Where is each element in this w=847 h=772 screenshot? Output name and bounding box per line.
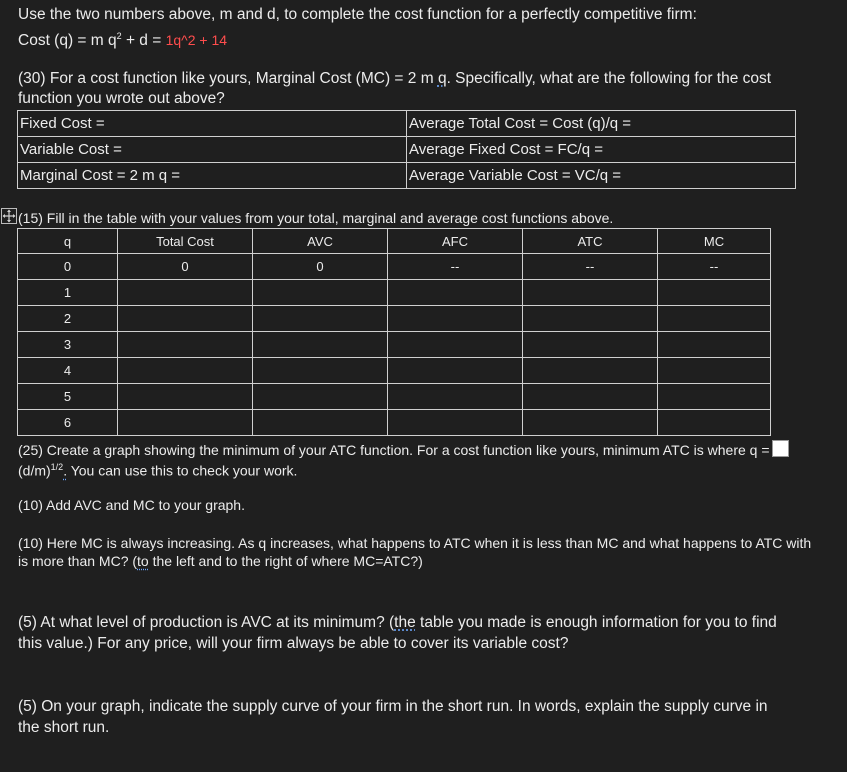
q15-title: (15) Fill in the table with your values from your total, marginal and average cost functions above.: [18, 210, 614, 226]
fixed-cost-cell[interactable]: Fixed Cost =: [18, 111, 407, 137]
cell-total-cost[interactable]: [118, 280, 253, 306]
q10b-link: to: [137, 553, 149, 569]
cell-mc[interactable]: [658, 280, 771, 306]
table-row: [18, 358, 771, 384]
q5a-prefix: (5) At what level of production is AVC at its minimum? (: [18, 614, 395, 631]
cost-function-prefix: Cost (q) = m q: [18, 32, 117, 50]
cell-q: 0: [18, 254, 118, 280]
header-q: q: [18, 229, 118, 254]
cell-total-cost[interactable]: [118, 332, 253, 358]
cell-total-cost[interactable]: [118, 306, 253, 332]
table-row: [18, 280, 771, 306]
header-total-cost: Total Cost: [118, 229, 253, 254]
cost-values-table: [17, 228, 771, 436]
q30-spell-q: q: [437, 70, 447, 87]
cell-avc[interactable]: [253, 332, 388, 358]
cost-function-line: [18, 26, 227, 51]
table-header-row: [18, 229, 771, 254]
q30-line-2: function you wrote out above?: [18, 90, 225, 107]
cell-q: 1: [18, 280, 118, 306]
table-row: [18, 384, 771, 410]
cell-afc[interactable]: [388, 384, 523, 410]
cell-atc[interactable]: [523, 358, 658, 384]
cell-avc[interactable]: [253, 280, 388, 306]
cell-q: 3: [18, 332, 118, 358]
header-afc: AFC: [388, 229, 523, 254]
q5a-line-1: [18, 613, 777, 633]
cell-total-cost[interactable]: [118, 358, 253, 384]
cell-total-cost[interactable]: [118, 410, 253, 436]
cell-avc[interactable]: [253, 306, 388, 332]
q10b-prefix: is more than MC? (: [18, 553, 138, 569]
intro-line-1: Use the two numbers above, m and d, to complete the cost function for a perfectly competitive firm:: [18, 6, 697, 23]
q25-formula: (d/m): [18, 462, 51, 479]
cost-function-mid: + d =: [121, 32, 166, 50]
q25-period: .: [63, 462, 68, 479]
cell-afc[interactable]: [388, 280, 523, 306]
cell-atc[interactable]: [523, 306, 658, 332]
q30-line-1: [18, 69, 771, 89]
table-row: [18, 111, 796, 137]
table-row: [18, 163, 796, 189]
cell-afc[interactable]: --: [388, 254, 523, 280]
cell-afc[interactable]: [388, 358, 523, 384]
cell-avc[interactable]: 0: [253, 254, 388, 280]
cell-avc[interactable]: [253, 358, 388, 384]
variable-cost-cell[interactable]: Variable Cost =: [18, 137, 407, 163]
q5a-suffix: table you made is enough information for you to find: [415, 614, 777, 631]
cell-atc[interactable]: [523, 410, 658, 436]
q25-line-2: [18, 458, 297, 480]
cell-afc[interactable]: [388, 332, 523, 358]
average-total-cost-cell[interactable]: Average Total Cost = Cost (q)/q =: [407, 111, 796, 137]
table-row: [18, 332, 771, 358]
average-variable-cost-cell[interactable]: Average Variable Cost = VC/q =: [407, 163, 796, 189]
cell-mc[interactable]: [658, 410, 771, 436]
q25-suffix: You can use this to check your work.: [67, 462, 298, 479]
cell-q: 6: [18, 410, 118, 436]
cell-mc[interactable]: [658, 332, 771, 358]
table-row: [18, 137, 796, 163]
cell-q: 4: [18, 358, 118, 384]
q25-text: (25) Create a graph showing the minimum of your ATC function. For a cost function like yours, minimum ATC is where q =: [18, 442, 770, 458]
cell-atc[interactable]: [523, 280, 658, 306]
q10a-text: (10) Add AVC and MC to your graph.: [18, 497, 245, 513]
cell-mc[interactable]: [658, 358, 771, 384]
cell-total-cost[interactable]: 0: [118, 254, 253, 280]
q5a-line-2: this value.) For any price, will your firm always be able to cover its variable cost?: [18, 635, 569, 652]
q25-exponent: 1/2: [50, 462, 64, 472]
q-answer-input[interactable]: [772, 440, 789, 457]
table-row: [18, 254, 771, 280]
cell-mc[interactable]: [658, 384, 771, 410]
q10b-suffix: the left and to the right of where MC=ATC?): [148, 553, 423, 569]
cell-total-cost[interactable]: [118, 384, 253, 410]
cell-mc[interactable]: [658, 306, 771, 332]
table-row: [18, 410, 771, 436]
q10b-line-1: (10) Here MC is always increasing. As q increases, what happens to ATC when it is less than MC and what happens to ATC with: [18, 535, 812, 551]
q10b-line-2: [18, 552, 423, 570]
cell-atc[interactable]: [523, 384, 658, 410]
q25-line-1: [18, 440, 789, 459]
q5b-line-1: (5) On your graph, indicate the supply curve of your firm in the short run. In words, explain the supply curve in: [18, 698, 768, 715]
q30-prefix: (30) For a cost function like yours, Marginal Cost (MC) = 2 m: [18, 70, 438, 87]
table-row: [18, 306, 771, 332]
cell-atc[interactable]: --: [523, 254, 658, 280]
cell-avc[interactable]: [253, 384, 388, 410]
cell-q: 2: [18, 306, 118, 332]
q30-suffix: . Specifically, what are the following for the cost: [446, 70, 772, 87]
cell-avc[interactable]: [253, 410, 388, 436]
cell-atc[interactable]: [523, 332, 658, 358]
average-fixed-cost-cell[interactable]: Average Fixed Cost = FC/q =: [407, 137, 796, 163]
header-mc: MC: [658, 229, 771, 254]
cell-q: 5: [18, 384, 118, 410]
marginal-cost-cell[interactable]: Marginal Cost = 2 m q =: [18, 163, 407, 189]
table-move-handle-icon[interactable]: [1, 208, 17, 224]
cost-function-answer[interactable]: 1q^2 + 14: [165, 32, 228, 49]
cell-mc[interactable]: --: [658, 254, 771, 280]
exponent: 2: [116, 31, 122, 41]
header-avc: AVC: [253, 229, 388, 254]
header-atc: ATC: [523, 229, 658, 254]
cell-afc[interactable]: [388, 306, 523, 332]
cell-afc[interactable]: [388, 410, 523, 436]
q5a-link: the: [394, 614, 416, 631]
q5b-line-2: the short run.: [18, 719, 110, 736]
cost-definitions-table: [17, 110, 796, 189]
